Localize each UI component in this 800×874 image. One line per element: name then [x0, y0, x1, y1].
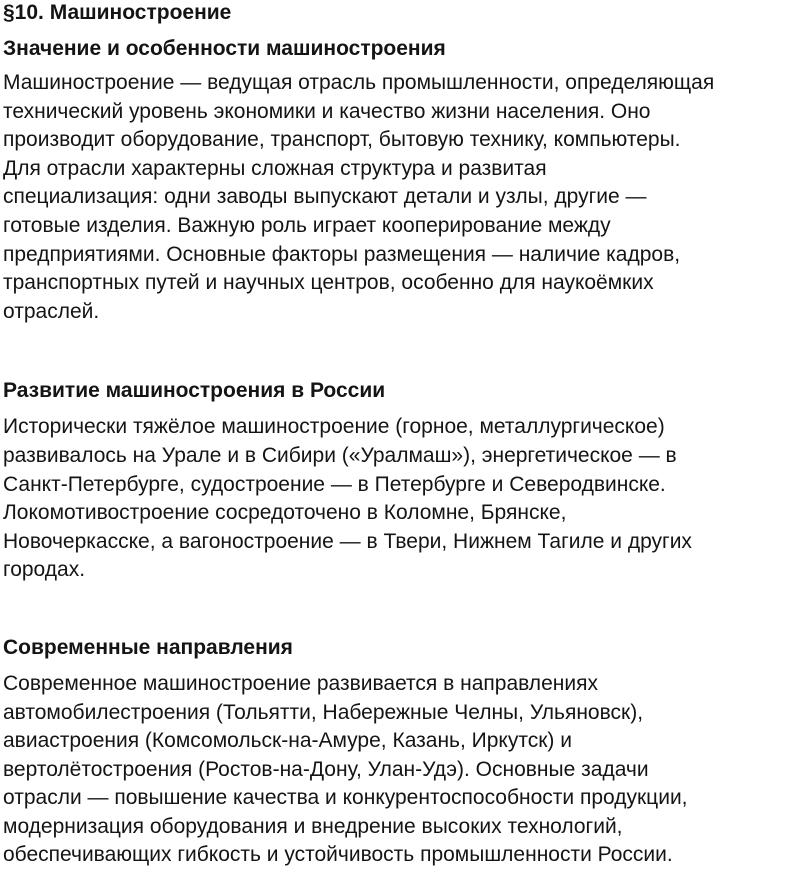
section-heading-development: Развитие машиностроения в России — [3, 379, 386, 403]
section-heading-modern-directions: Современные направления — [3, 635, 293, 659]
paragraph-line: производит оборудование, транспорт, бытовую технику, компьютеры. — [3, 128, 681, 152]
paragraph-line: транспортных путей и научных центров, особенно для наукоёмких — [3, 271, 654, 295]
paragraph-line: отраслей. — [3, 299, 100, 323]
paragraph-line: развивалось на Урале и в Сибири («Уралмаш»), энергетическое — в — [3, 443, 677, 467]
paragraph-line: Санкт-Петербурге, судостроение — в Петербурге и Северодвинске. — [3, 472, 666, 496]
section-paragraph-development — [3, 413, 800, 585]
section-paragraph-significance — [3, 69, 800, 326]
paragraph-line: технический уровень экономики и качество жизни населения. Оно — [3, 99, 651, 123]
paragraph-line: модернизация оборудования и внедрение высоких технологий, — [3, 814, 623, 838]
document-title: §10. Машиностроение — [3, 1, 232, 24]
paragraph-line: Исторически тяжёлое машиностроение (горное, металлургическое) — [3, 415, 665, 439]
paragraph-line: обеспечивающих гибкость и устойчивость промышленности России. — [3, 843, 673, 867]
paragraph-line: отрасли — повышение качества и конкурентоспособности продукции, — [3, 786, 688, 810]
paragraph-line: Для отрасли характерны сложная структура и развитая — [3, 156, 547, 180]
paragraph-line: Машиностроение — ведущая отрасль промышленности, определяющая — [3, 71, 715, 94]
paragraph-line: готовые изделия. Важную роль играет кооперирование между — [3, 213, 611, 237]
section-heading-significance: Значение и особенности машиностроения — [3, 37, 446, 60]
paragraph-line: специализация: одни заводы выпускают детали и узлы, другие — — [3, 185, 647, 209]
section-paragraph-modern-directions — [3, 670, 800, 870]
paragraph-line: предприятиями. Основные факторы размещения — наличие кадров, — [3, 242, 681, 266]
paragraph-line: Новочеркасске, а вагоностроение — в Твери, Нижнем Тагиле и других — [3, 529, 692, 553]
paragraph-line: автомобилестроения (Тольятти, Набережные Челны, Ульяновск), — [3, 700, 644, 724]
document-page — [3, 0, 800, 870]
paragraph-line: Локомотивостроение сосредоточено в Коломне, Брянске, — [3, 501, 567, 525]
paragraph-line: городах. — [3, 558, 86, 582]
paragraph-line: вертолётостроения (Ростов-на-Дону, Улан-Удэ). Основные задачи — [3, 757, 649, 781]
paragraph-line: авиастроения (Комсомольск-на-Амуре, Казань, Иркутск) и — [3, 729, 572, 753]
paragraph-line: Современное машиностроение развивается в направлениях — [3, 671, 598, 695]
